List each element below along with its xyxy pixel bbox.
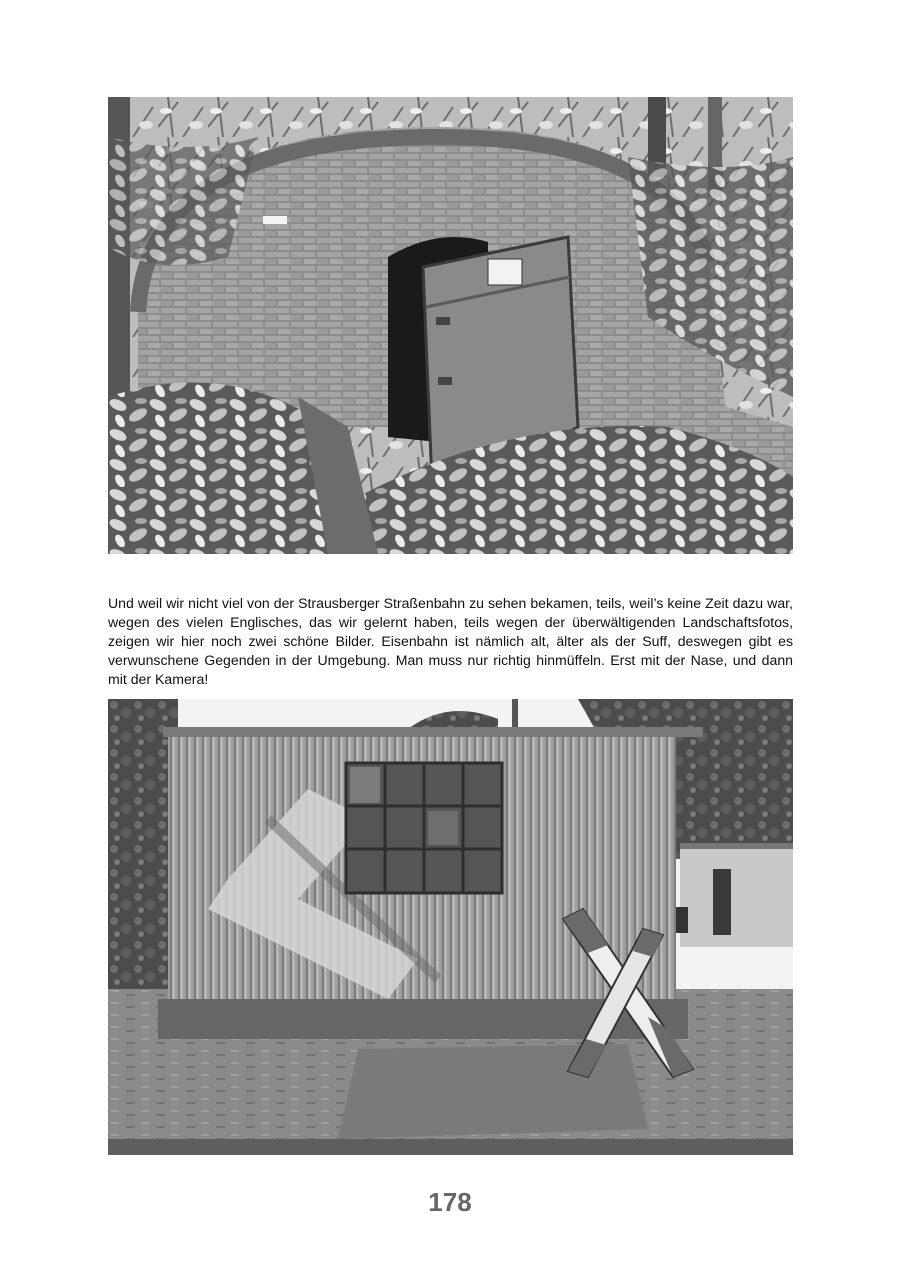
page-number: 178 <box>428 1187 472 1217</box>
bunker-illustration <box>108 97 793 554</box>
shed-illustration <box>108 699 793 1155</box>
photo-brick-bunker <box>108 97 793 554</box>
body-paragraph: Und weil wir nicht viel von der Strausberger Straßenbahn zu sehen bekamen, teils, weil’s keine Zeit dazu war, wegen des vielen Englisches, das wir gelernt haben, teils wegen der überwältigenden Landschaftsfotos, zeigen wir hier noch zwei schöne Bilder. Eisenbahn ist nämlich alt, älter als der Suff, deswegen gibt es verwunschene Gegenden in der Umgebung. Man muss nur richtig hinmüffeln. Erst mit der Nase, und dann mit der Kamera! <box>108 595 793 687</box>
photo-corrugated-shed <box>108 699 793 1155</box>
